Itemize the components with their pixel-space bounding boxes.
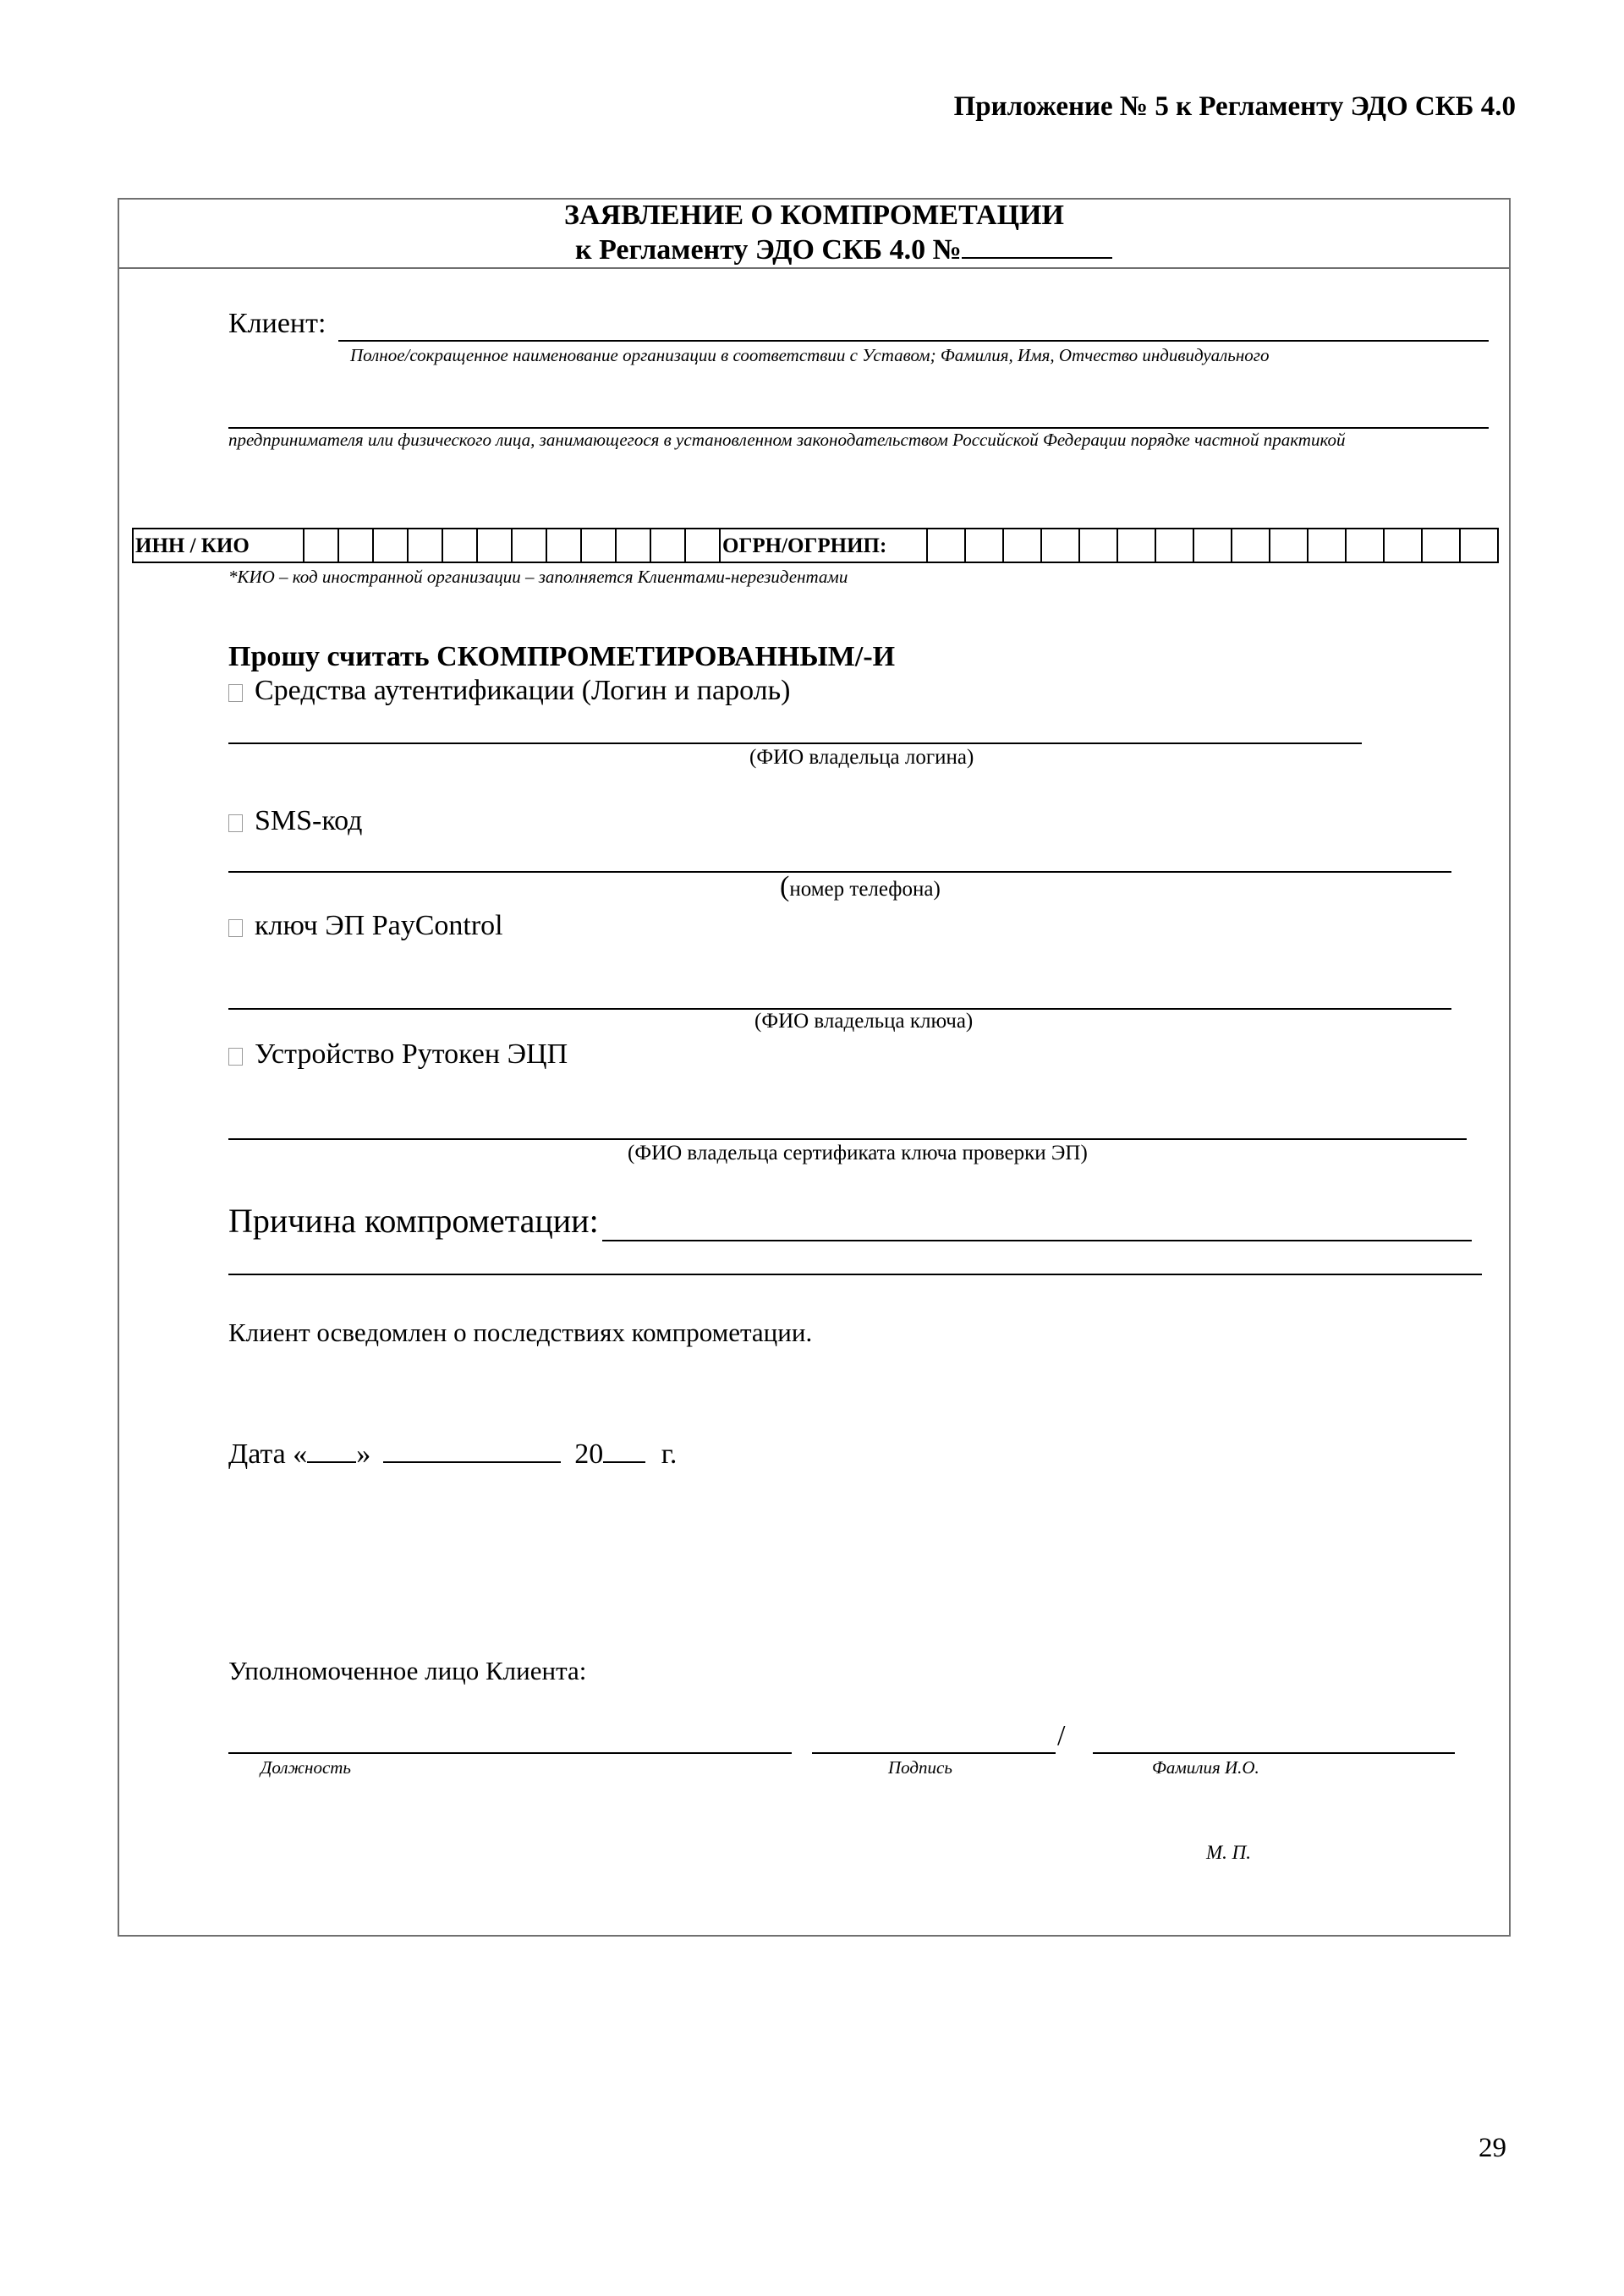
signature-caption: Подпись bbox=[888, 1757, 952, 1778]
sms-checkbox[interactable] bbox=[228, 814, 243, 832]
inn-digit-cell[interactable] bbox=[374, 528, 409, 563]
paycontrol-label: ключ ЭП PayControl bbox=[255, 910, 503, 941]
auth-caption: (ФИО владельца логина) bbox=[749, 746, 974, 769]
signatory-heading: Уполномоченное лицо Клиента: bbox=[228, 1656, 587, 1685]
title-divider bbox=[118, 267, 1510, 269]
inn-digit-cell[interactable] bbox=[443, 528, 478, 563]
client-hint-line1: Полное/сокращенное наименование организации в соответствии с Уставом; Фамилия, Имя, Отчество индивидуального bbox=[350, 345, 1270, 365]
sms-label: SMS-код bbox=[255, 805, 363, 836]
client-label: Клиент: bbox=[228, 308, 326, 339]
stamp-placeholder: М. П. bbox=[1206, 1842, 1252, 1863]
inn-digit-cell[interactable] bbox=[478, 528, 513, 563]
kio-note: *КИО – код иностранной организации – заполняется Клиентами-нерезидентами bbox=[228, 567, 848, 587]
ogrn-cells bbox=[928, 528, 1499, 563]
form-subtitle bbox=[575, 233, 1112, 266]
ogrn-digit-cell[interactable] bbox=[1347, 528, 1385, 563]
inn-digit-cell[interactable] bbox=[582, 528, 617, 563]
appendix-header: Приложение № 5 к Регламенту ЭДО СКБ 4.0 bbox=[953, 91, 1516, 122]
date-row bbox=[228, 1438, 677, 1471]
client-hint-line2: предпринимателя или физического лица, занимающегося в установленном законодательством Российской Федерации порядке частной практикой bbox=[228, 430, 1346, 450]
reason-label: Причина компрометации: bbox=[228, 1202, 599, 1240]
day-field[interactable] bbox=[307, 1438, 356, 1463]
ogrn-digit-cell[interactable] bbox=[1042, 528, 1080, 563]
ogrn-digit-cell[interactable] bbox=[1270, 528, 1309, 563]
name-caption: Фамилия И.О. bbox=[1152, 1757, 1259, 1778]
name-field[interactable] bbox=[1093, 1752, 1455, 1754]
ogrn-digit-cell[interactable] bbox=[1156, 528, 1194, 563]
inn-digit-cell[interactable] bbox=[686, 528, 721, 563]
ogrn-digit-cell[interactable] bbox=[1118, 528, 1156, 563]
year-suffix: г. bbox=[661, 1438, 678, 1470]
ogrn-digit-cell[interactable] bbox=[1309, 528, 1347, 563]
ogrn-digit-cell[interactable] bbox=[1232, 528, 1270, 563]
date-label: Дата « bbox=[228, 1438, 308, 1470]
inn-cells bbox=[304, 528, 721, 563]
signature-slash: / bbox=[1057, 1720, 1066, 1751]
sms-caption bbox=[780, 871, 941, 903]
rutoken-label: Устройство Рутокен ЭЦП bbox=[255, 1038, 568, 1070]
paycontrol-checkbox[interactable] bbox=[228, 919, 243, 937]
form-subtitle-text: к Регламенту ЭДО СКБ 4.0 № bbox=[575, 234, 962, 266]
rutoken-checkbox[interactable] bbox=[228, 1048, 243, 1066]
identifier-table bbox=[132, 528, 1499, 563]
option-rutoken bbox=[228, 1038, 568, 1071]
year-prefix: 20 bbox=[574, 1438, 604, 1470]
client-name-field-2[interactable] bbox=[228, 427, 1489, 429]
month-field[interactable] bbox=[383, 1438, 561, 1463]
reason-field-2[interactable] bbox=[228, 1274, 1482, 1275]
inn-digit-cell[interactable] bbox=[304, 528, 339, 563]
date-close-quote: » bbox=[356, 1438, 371, 1470]
option-sms bbox=[228, 805, 362, 837]
page-number: 29 bbox=[1479, 2133, 1506, 2163]
inn-digit-cell[interactable] bbox=[409, 528, 443, 563]
inn-digit-cell[interactable] bbox=[547, 528, 582, 563]
request-heading: Прошу считать СКОМПРОМЕТИРОВАННЫМ/-И bbox=[228, 641, 896, 672]
inn-digit-cell[interactable] bbox=[513, 528, 547, 563]
ogrn-digit-cell[interactable] bbox=[1461, 528, 1499, 563]
auth-owner-field[interactable] bbox=[228, 743, 1362, 744]
ogrn-digit-cell[interactable] bbox=[928, 528, 966, 563]
position-field[interactable] bbox=[228, 1752, 792, 1754]
year-field[interactable] bbox=[603, 1438, 645, 1463]
sms-caption-text: номер телефона) bbox=[789, 878, 941, 901]
inn-label: ИНН / КИО bbox=[134, 528, 304, 563]
reason-field[interactable] bbox=[602, 1240, 1472, 1241]
position-caption: Должность bbox=[261, 1757, 351, 1778]
document-number-field[interactable] bbox=[962, 233, 1112, 259]
sms-caption-paren: ( bbox=[780, 871, 790, 902]
signature-field[interactable] bbox=[812, 1752, 1056, 1754]
ogrn-digit-cell[interactable] bbox=[966, 528, 1004, 563]
ogrn-digit-cell[interactable] bbox=[1080, 528, 1118, 563]
ogrn-digit-cell[interactable] bbox=[1194, 528, 1232, 563]
form-title: ЗАЯВЛЕНИЕ О КОМПРОМЕТАЦИИ bbox=[564, 200, 1064, 231]
option-paycontrol bbox=[228, 910, 503, 942]
auth-checkbox[interactable] bbox=[228, 684, 243, 702]
auth-label: Средства аутентификации (Логин и пароль) bbox=[255, 675, 791, 706]
option-auth bbox=[228, 675, 790, 707]
rutoken-caption: (ФИО владельца сертификата ключа проверки ЭП) bbox=[628, 1142, 1088, 1164]
paycontrol-caption: (ФИО владельца ключа) bbox=[754, 1010, 974, 1033]
ogrn-digit-cell[interactable] bbox=[1423, 528, 1461, 563]
consequences-notice: Клиент осведомлен о последствиях компрометации. bbox=[228, 1318, 813, 1347]
ogrn-digit-cell[interactable] bbox=[1385, 528, 1423, 563]
inn-digit-cell[interactable] bbox=[339, 528, 374, 563]
ogrn-digit-cell[interactable] bbox=[1004, 528, 1042, 563]
rutoken-owner-field[interactable] bbox=[228, 1138, 1467, 1140]
inn-digit-cell[interactable] bbox=[617, 528, 651, 563]
client-name-field[interactable] bbox=[338, 340, 1489, 342]
ogrn-label: ОГРН/ОГРНИП: bbox=[721, 528, 928, 563]
inn-digit-cell[interactable] bbox=[651, 528, 686, 563]
